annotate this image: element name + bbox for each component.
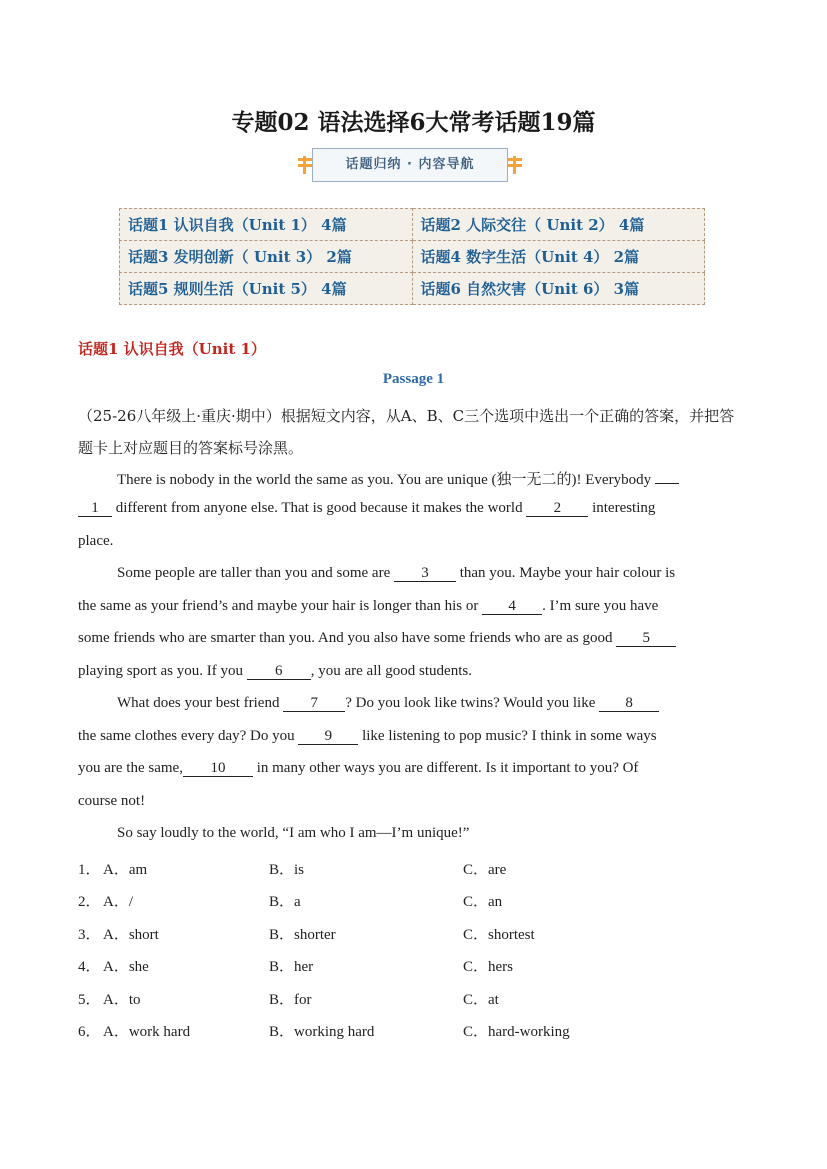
- passage-text: you are the same,: [78, 760, 183, 776]
- question-number: 1．: [78, 862, 101, 878]
- passage-line: [78, 630, 748, 647]
- option-c[interactable]: C．shortest: [463, 927, 535, 943]
- option-a[interactable]: A．short: [103, 927, 159, 943]
- passage-line: [78, 695, 787, 712]
- option-a[interactable]: A．she: [103, 959, 149, 975]
- topic-cell[interactable]: 话题5 规则生活（Unit 5） 4篇: [120, 273, 413, 305]
- question-number: 4．: [78, 959, 101, 975]
- option-c[interactable]: C．hers: [463, 959, 513, 975]
- table-row: [120, 209, 705, 241]
- option-b[interactable]: B．a: [269, 894, 301, 910]
- passage-text: playing sport as you. If you: [78, 663, 243, 679]
- blank-9: 9: [298, 728, 358, 745]
- passage-text: Some people are taller than you and some are: [117, 565, 391, 581]
- question-number: 3．: [78, 927, 101, 943]
- blank-6: 6: [247, 663, 311, 680]
- topic-cell[interactable]: 话题4 数字生活（Unit 4） 2篇: [412, 241, 705, 273]
- passage-text: the same clothes every day? Do you: [78, 728, 295, 744]
- passage-text: than you. Maybe your hair colour is: [459, 565, 676, 581]
- passage-line: [78, 728, 748, 745]
- passage-text: , you are all good students.: [310, 663, 472, 679]
- passage-text: some friends who are smarter than you. And you also have some friends who are as good: [78, 630, 613, 646]
- option-c[interactable]: C．hard-working: [463, 1024, 570, 1040]
- passage-line: [78, 760, 748, 777]
- option-b[interactable]: B．working hard: [269, 1024, 375, 1040]
- topic-cell[interactable]: 话题3 发明创新（ Unit 3） 2篇: [120, 241, 413, 273]
- option-c[interactable]: C．are: [463, 862, 507, 878]
- topic-navigation-table: [119, 208, 705, 305]
- passage-text: in many other ways you are different. Is it important to you? Of: [256, 760, 639, 776]
- passage-text: different from anyone else. That is good because it makes the world: [115, 500, 523, 516]
- question-number: 2．: [78, 894, 101, 910]
- passage-text: interesting: [592, 500, 656, 516]
- blank: [655, 483, 679, 484]
- blank-5: 5: [616, 630, 676, 647]
- blank-3: 3: [394, 565, 456, 582]
- blank-2: 2: [526, 500, 588, 517]
- passage-text: like listening to pop music? I think in some ways: [362, 728, 657, 744]
- passage-text: the same as your friend’s and maybe your hair is longer than his or: [78, 598, 479, 614]
- question-number: 6．: [78, 1024, 101, 1040]
- option-b[interactable]: B．is: [269, 862, 305, 878]
- option-b[interactable]: B．for: [269, 992, 312, 1008]
- option-c[interactable]: C．an: [463, 894, 503, 910]
- passage-text: ? Do you look like twins? Would you like: [345, 695, 596, 711]
- passage-line: [78, 468, 787, 489]
- blank-10: 10: [183, 760, 253, 777]
- passage-text: . I’m sure you have: [542, 598, 659, 614]
- blank-1: 1: [78, 500, 112, 517]
- passage-line: [78, 598, 748, 615]
- passage-title: Passage 1: [382, 371, 445, 387]
- passage-text: There is nobody in the world the same as you. You are unique (独一无二的)! Everybody: [117, 472, 652, 488]
- passage-line: course not!: [78, 793, 146, 809]
- blank-8: 8: [599, 695, 659, 712]
- option-a[interactable]: A．am: [103, 862, 148, 878]
- topic-cell[interactable]: 话题6 自然灾害（Unit 6） 3篇: [412, 273, 705, 305]
- passage-line: [78, 500, 748, 517]
- option-b[interactable]: B．her: [269, 959, 314, 975]
- option-a[interactable]: A．work hard: [103, 1024, 191, 1040]
- table-row: [120, 273, 705, 305]
- option-a[interactable]: A．/: [103, 894, 134, 910]
- passage-text: What does your best friend: [117, 695, 280, 711]
- instruction-text: （25-26八年级上·重庆·期中）根据短文内容，从A、B、C三个选项中选出一个正确的答案，并把答题卡上对应题目的答案标号涂黑。: [78, 407, 735, 457]
- topic-cell[interactable]: 话题1 认识自我（Unit 1） 4篇: [120, 209, 413, 241]
- table-row: [120, 241, 705, 273]
- left-decoration-icon: [298, 158, 312, 172]
- option-b[interactable]: B．shorter: [269, 927, 336, 943]
- passage-line: [78, 663, 748, 680]
- passage-line: [78, 565, 787, 582]
- passage-line: place.: [78, 533, 114, 549]
- page-title: 专题02 语法选择6大常考话题19篇: [231, 109, 596, 136]
- blank-7: 7: [283, 695, 345, 712]
- topic-cell[interactable]: 话题2 人际交往（ Unit 2） 4篇: [412, 209, 705, 241]
- content-nav-banner: 话题归纳 · 内容导航: [312, 148, 508, 182]
- section-heading: 话题1 认识自我（Unit 1）: [78, 340, 266, 358]
- passage-line: So say loudly to the world, “I am who I am—I’m unique!”: [117, 825, 470, 841]
- option-c[interactable]: C．at: [463, 992, 499, 1008]
- question-number: 5．: [78, 992, 101, 1008]
- blank-4: 4: [482, 598, 542, 615]
- right-decoration-icon: [508, 158, 522, 172]
- option-a[interactable]: A．to: [103, 992, 141, 1008]
